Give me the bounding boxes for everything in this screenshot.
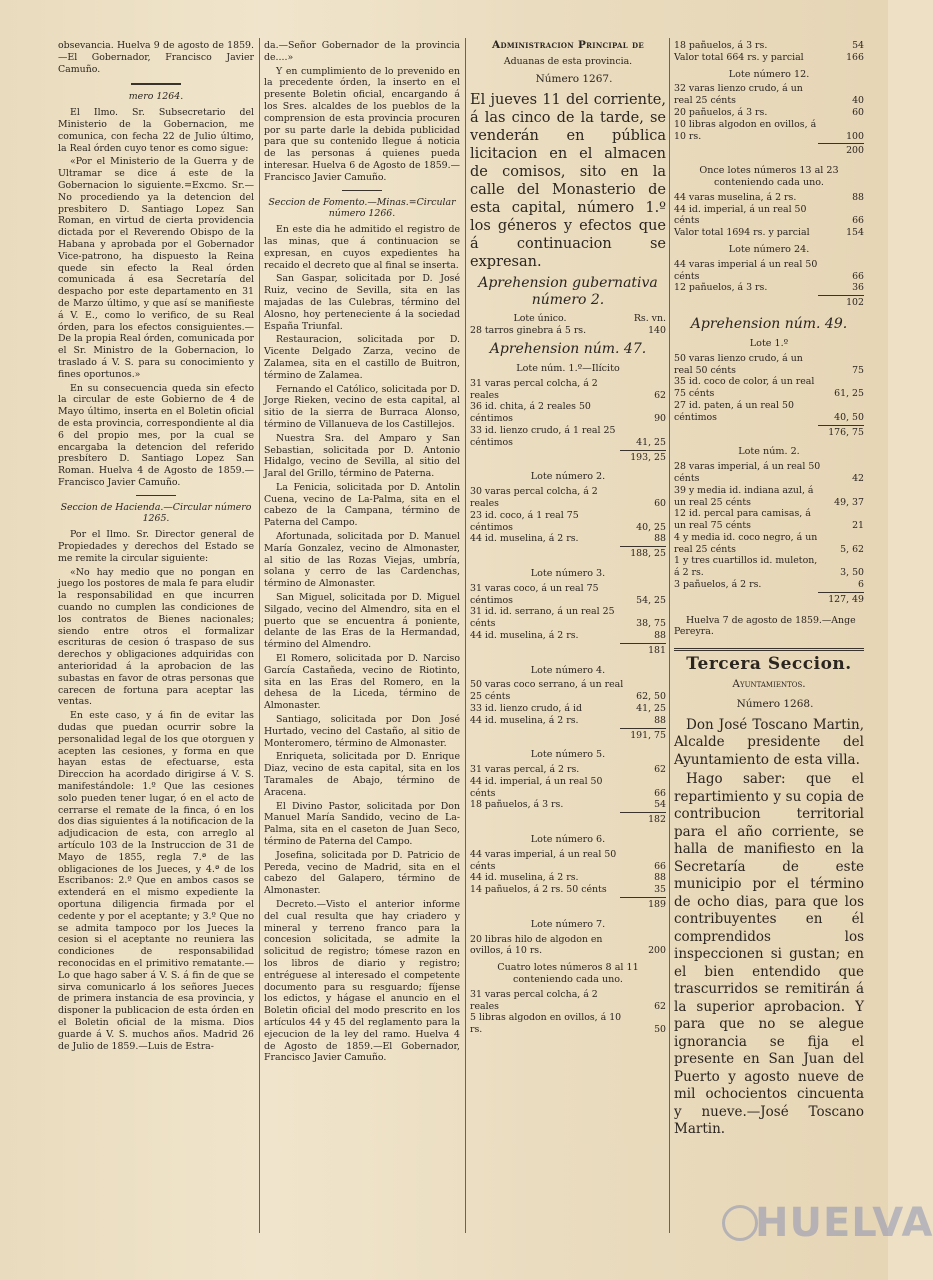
item-desc: 44 id. imperial, á un real 50 cénts	[674, 203, 807, 227]
lot-item	[470, 401, 666, 425]
item-desc: 31 varas percal colcha, á 2 reales	[470, 988, 598, 1012]
lot-item	[674, 376, 864, 400]
lot-item	[674, 353, 864, 377]
item-value: 154	[846, 227, 864, 239]
paragraph: Afortunada, solicitada por D. Manuel María Gonzalez, vecino de Almonaster, al sitio de las Rozas Viejas, umbría, solana y cerro de las Cardenchas, término de Almonaster.	[264, 531, 460, 590]
item-value: 61, 25	[834, 388, 864, 400]
item-desc: 44 id. muselina, á 2 rs.	[470, 714, 579, 726]
lot-title: Lote número 24.	[728, 243, 810, 255]
lot-total	[470, 811, 666, 829]
lot-item	[674, 461, 864, 485]
lot-item	[674, 119, 864, 143]
lot-item	[470, 606, 666, 630]
paragraph: da.—Señor Gobernador de la provincia de....»	[264, 40, 460, 63]
paragraph: «Por el Ministerio de la Guerra y de Ultramar se dice á este de la Gobernacion lo siguiente.=Excmo. Sr.—No procediendo ya la detencion del presbitero D. Santiago Lopez San Roman, en virtud de cierta providencia dictada por el Reverendo Obispo de la Habana y aprobada por el Gobernador Vice-patrono, ha dispuesto la Reina quede sin efecto la Real órden comunicada á esa Secretaría del despacho por este departamento en 31 de Marzo último, y que así se manifieste á V. E., como lo verifico, de su Real órden, para los efectos consiguientes.—De la propia Real órden, comunicada por el Sr. Ministro de la Gobernacion, lo traslado á V. S. para su conocimiento y fines oportunos.»	[58, 156, 254, 380]
paragraph: Josefina, solicitada por D. Patricio de Pereda, vecino de Madrid, sita en el cabezo del Galapero, término de Almonaster.	[264, 849, 460, 897]
archive-watermark: HUELVA	[755, 1200, 933, 1246]
value-total	[674, 227, 864, 239]
item-desc: 18 pañuelos, á 3 rs.	[674, 40, 768, 51]
item-value: 42	[852, 472, 864, 484]
lot-title: Lote número 4.	[530, 664, 606, 676]
item-desc: 31 varas percal, á 2 rs.	[470, 764, 580, 776]
item-value: 6	[858, 579, 864, 591]
item-desc: 23 id. coco, á 1 real 75 céntimos	[470, 509, 579, 533]
currency-label: Rs. vn.	[633, 313, 666, 325]
item-desc: 31 varas percal colcha, á 2 reales	[470, 377, 598, 401]
total-value: 193, 25	[620, 450, 666, 464]
lot-item	[674, 192, 864, 204]
lot-item	[470, 934, 666, 958]
lot-item	[470, 583, 666, 607]
paragraph: Santiago, solicitada por Don José Hurtado, vecino del Castaño, al sitio de Monteromero, término de Almonaster.	[264, 714, 460, 749]
lot-title: Cuatro lotes números 8 al 11 conteniendo cada uno.	[497, 962, 639, 986]
lot-item	[674, 532, 864, 556]
seizure-title: Aprehension núm. 47.	[489, 340, 647, 357]
lot-header	[470, 313, 666, 325]
paragraph: Nuestra Sra. del Amparo y San Sebastian, solicitada por D. Antonio Hidalgo, vecino de Sevilla, al sitio del Jaral del Grillo, término de Paterna.	[264, 432, 460, 480]
total-value: 200	[818, 143, 864, 157]
item-desc: 39 y media id. indiana azul, á un real 25 cénts	[674, 484, 814, 508]
item-value: 62, 50	[636, 691, 666, 703]
item-value: 41, 25	[636, 436, 666, 448]
item-value: 35	[654, 884, 666, 896]
notice-number: Número 1267.	[535, 72, 613, 85]
item-desc: 31 id. id. serrano, á un real 25 cénts	[470, 606, 615, 630]
item-value: 88	[654, 872, 666, 884]
item-value: 88	[654, 629, 666, 641]
archive-seal-icon	[722, 1205, 758, 1241]
item-desc: 5 libras algodon en ovillos, á 10 rs.	[470, 1012, 622, 1036]
lot-item	[470, 325, 666, 337]
divider	[131, 83, 181, 85]
lot-total	[470, 896, 666, 914]
item-value: 66	[654, 787, 666, 799]
lot-item	[470, 884, 666, 896]
paragraph: Decreto.—Visto el anterior informe del cual resulta que hay criadero y mineral y terreno franco para la concesion solicitada, se admite la solicitud de registro; tómese razon en los libros de diario y registro; entréguese al interesado el competente documento para su resguardo; fíjense los edictos, y hágase el anuncio en el Boletin oficial del modo prescrito en los artículos 44 y 45 del reglamento para la ejecucion de la ley del ramo. Huelva 4 de Agosto de 1859.—El Gobernador, Francisco Javier Camuño.	[264, 898, 460, 1064]
item-desc: 44 varas imperial á un real 50 cénts	[674, 258, 818, 282]
paragraph: En este dia he admitido el registro de las minas, que á continuacion se expresan, en cuyos expedientes ha recaido el decreto que al final se inserta.	[264, 224, 460, 271]
lot-item	[470, 872, 666, 884]
paragraph: Fernando el Católico, solicitada por D. Jorge Rieken, vecino de esta capital, al sitio de la sierra de Burraca Alonso, término de Villanueva de los Castillejos.	[264, 383, 460, 430]
lot-total	[470, 727, 666, 745]
lot-title: Lote número 12.	[728, 68, 810, 80]
lot-total	[674, 591, 864, 609]
column-2	[264, 40, 460, 1230]
lot-item	[674, 485, 864, 509]
lot-title: Lote 1.º	[749, 337, 789, 349]
lot-title: Lote núm. 1.º—Ilícito	[516, 362, 620, 374]
paragraph: El Romero, solicitada por D. Narciso García Castañeda, vecino de Riotinto, sita en las Eras del Romero, en la dehesa de la Liceda, término de Almonaster.	[264, 653, 460, 712]
total-value: 127, 49	[818, 592, 864, 606]
item-desc: 18 pañuelos, á 3 rs.	[470, 799, 564, 811]
item-desc: 28 tarros ginebra á 5 rs.	[470, 325, 587, 337]
lot-item	[470, 989, 666, 1013]
paragraph: San Gaspar, solicitada por D. José Ruiz, vecino de Sevilla, sita en las majadas de las Culebras, término del Alosno, hoy perteneciente á la sociedad España Triunfal.	[264, 273, 460, 332]
item-value: 5, 62	[840, 543, 864, 555]
signature-line: Huelva 7 de agosto de 1859.—Ange Pereyra.	[674, 614, 856, 638]
lot-item	[674, 555, 864, 579]
lot-item	[470, 849, 666, 873]
lot-item	[674, 40, 864, 52]
item-desc: 44 id. muselina, á 2 rs.	[470, 872, 579, 884]
column-rule	[259, 38, 260, 1233]
item-desc: 36 id. chita, á 2 reales 50 céntimos	[470, 401, 591, 425]
lot-item	[470, 776, 666, 800]
lot-total	[674, 424, 864, 442]
lot-item	[470, 533, 666, 545]
paragraph: San Miguel, solicitada por D. Miguel Silgado, vecino del Almendro, sita en el puerto que se encuentra á poniente, delante de las Eras de la Hermandad, término del Almendro.	[264, 592, 460, 651]
lot-title: Lote número 6.	[530, 834, 606, 846]
item-desc: 33 id. lienzo crudo, á id	[470, 702, 582, 714]
item-desc: 4 y media id. coco negro, á un real 25 cénts	[674, 531, 818, 555]
lot-item	[674, 400, 864, 424]
item-desc: 27 id. paten, á un real 50 céntimos	[674, 399, 794, 423]
item-value: 62	[654, 1000, 666, 1012]
seizure-title: Aprehension núm. 49.	[690, 315, 848, 332]
item-desc: 1 y tres cuartillos id. muleton, á 2 rs.	[674, 555, 818, 579]
column-4	[674, 40, 864, 1230]
item-desc: 44 varas imperial, á un real 50 cénts	[470, 848, 617, 872]
item-value: 140	[648, 325, 666, 337]
item-desc: 44 varas muselina, á 2 rs.	[674, 191, 797, 203]
item-desc: Valor total 1694 rs. y parcial	[674, 227, 810, 239]
paragraph: Enriqueta, solicitada por D. Enrique Diaz, vecino de esta capital, sita en los Taramales de Abajo, término de Aracena.	[264, 751, 460, 798]
column-rule	[669, 38, 670, 1233]
paragraph: Y en cumplimiento de lo prevenido en la precedente órden, la inserto en el presente Boletin oficial, encargando á los Sres. alcaldes de los pueblos de la comprension de esta provincia procuren por su parte darle la debida publicidad para que su contenido llegue á noticia de las personas á quienes pueda interesar. Huelva 6 de Agosto de 1859.—Francisco Javier Camuño.	[264, 65, 460, 183]
paragraph: El Divino Pastor, solicitada por Don Manuel María Sandido, vecino de La-Palma, sita en el caseton de Juan Seco, término de Paterna del Campo.	[264, 800, 460, 847]
item-value: 166	[846, 51, 864, 63]
lot-item	[470, 715, 666, 727]
lot-item	[674, 204, 864, 228]
paragraph: En su consecuencia queda sin efecto la circular de este Gobierno de 4 de Mayo último, inserta en el Boletin oficial de esta provincia, correspondiente al dia 6 del propio mes, por la cual se encargaba la detencion del referido presbítero D. Santiago Lopez San Roman. Huelva 4 de Agosto de 1859.—Francisco Javier Camuño.	[58, 382, 254, 488]
divider	[342, 190, 382, 191]
lot-item	[470, 425, 666, 449]
lot-title: Lote número 3.	[530, 567, 606, 579]
paragraph: El Ilmo. Sr. Subsecretario del Ministerio de la Gobernacion, me comunica, con fecha 22 de Julio último, la Real órden cuyo tenor es como sigue:	[58, 107, 254, 154]
office-subheader: Aduanas de esta provincia.	[503, 55, 633, 67]
item-desc: 3 pañuelos, á 2 rs.	[674, 579, 762, 591]
notice-number: Número 1268.	[736, 697, 814, 710]
total-value: 191, 75	[620, 728, 666, 742]
lot-total	[470, 545, 666, 563]
office-header: Administracion Principal de	[492, 39, 644, 51]
item-desc: 30 varas percal colcha, á 2 reales	[470, 486, 598, 509]
total-value: 181	[620, 643, 666, 657]
item-value: 88	[852, 191, 864, 203]
section-number: mero 1264.	[128, 91, 184, 103]
item-desc: 44 id. muselina, á 2 rs.	[470, 629, 579, 641]
item-value: 3, 50	[840, 567, 864, 579]
lot-item	[470, 510, 666, 534]
item-value: 36	[852, 282, 864, 294]
item-desc: 20 libras hilo de algodon en ovillos, á 10 rs.	[470, 933, 603, 957]
total-value: 182	[620, 812, 666, 826]
lot-total	[470, 642, 666, 660]
lot-item	[674, 282, 864, 294]
item-value: 66	[852, 270, 864, 282]
item-value: 200	[648, 945, 666, 957]
item-desc: 12 pañuelos, á 3 rs.	[674, 282, 768, 294]
item-desc: 33 id. lienzo crudo, á 1 real 25 céntimos	[470, 424, 616, 448]
value-total	[674, 52, 864, 64]
lot-item	[470, 703, 666, 715]
lot-item	[470, 799, 666, 811]
double-divider	[674, 648, 864, 651]
item-desc: 10 libras algodon en ovillos, á 10 rs.	[674, 118, 817, 142]
paragraph: Don José Toscano Martin, Alcalde presidente del Ayuntamiento de esta villa.	[674, 716, 864, 768]
paragraph: «No hay medio que no pongan en juego los postores de mala fe para eludir la responsabilidad en que incurren cuando no cumplen las condiciones de los contratos de Bienes nacionales; siendo entre otros el formalizar escrituras de cesion ó traspaso de sus derechos y obligaciones adquiridas con anterioridad á la aprobacion de las subastas en favor de otras personas que carecen de fortuna para aceptar las ventas.	[58, 566, 254, 708]
lot-total	[674, 142, 864, 160]
lot-item	[470, 679, 666, 703]
lot-item	[470, 630, 666, 642]
column-rule	[465, 38, 466, 1233]
item-value: 60	[852, 106, 864, 118]
item-value: 88	[654, 533, 666, 545]
lot-item	[674, 107, 864, 119]
item-desc: 31 varas coco, á un real 75 céntimos	[470, 582, 599, 606]
lot-title: Lote número 2.	[530, 471, 606, 483]
item-desc: 44 id. muselina, á 2 rs.	[470, 533, 579, 545]
item-value: 88	[654, 714, 666, 726]
lot-title: Lote número 5.	[530, 749, 606, 761]
item-value: 21	[852, 520, 864, 532]
item-desc: 44 id. imperial, á un real 50 cénts	[470, 775, 603, 799]
item-desc: 35 id. coco de color, á un real 75 cénts	[674, 376, 815, 400]
item-value: 54	[852, 40, 864, 51]
lot-item	[470, 486, 666, 510]
auction-notice: El jueves 11 del corriente, á las cinco de la tarde, se venderán en pública licitacion en el almacen de comisos, sito en la calle del Monasterio de esta capital, número 1.º los géneros y efectos que á continuacion se expresan.	[470, 92, 666, 271]
lot-item	[470, 1012, 666, 1036]
item-desc: 32 varas lienzo crudo, á un real 25 cénts	[674, 83, 803, 107]
lot-item	[674, 83, 864, 107]
item-value: 60	[654, 497, 666, 509]
lot-total	[674, 294, 864, 312]
item-desc: 50 varas lienzo crudo, á un real 50 cénts	[674, 352, 803, 376]
column-3	[470, 40, 666, 1230]
item-desc: 28 varas imperial, á un real 50 cénts	[674, 461, 821, 484]
item-value: 41, 25	[636, 702, 666, 714]
lot-item	[674, 259, 864, 283]
lot-item	[470, 764, 666, 776]
paragraph: En este caso, y á fin de evitar las dudas que puedan ocurrir sobre la personalidad legal de los que otorguen y acepten las cesiones, y forma en que hayan estas de efectuarse, esta Direccion ha acordado dirigirse á V. S. manifestándole: 1.º Que las cesiones solo pueden tener lugar, ó en el acto de cerrarse el remate de la finca, ó en los dos dias siguientes á la notificacion de la adjudicacion de esta, con arreglo al artículo 103 de la Instruccion de 31 de Mayo de 1855, regla 7.ª de las obligaciones de los Jueces, y 4.ª de los Escribanos: 2.º Que en ambos casos se extenderá en el mismo expediente la oportuna diligencia firmada por el cedente y por el aceptante; y 3.º Que no se admita tampoco por los Jueces la cesion si el aceptante no reuniera las condiciones de responsabilidad reconocidas en el primitivo rematante.—Lo que hago saber á V. S. á fin de que se sirva comunicarlo á los señores Jueces de primera instancia de esa provincia, y disponer la publicacion de esta órden en el Boletin oficial de la misma. Dios guarde á V. S. muchos años. Madrid 26 de Julio de 1859.—Luis de Estra-	[58, 710, 254, 1052]
subsection-heading: Ayuntamientos.	[732, 678, 806, 691]
paragraph: Hago saber: que el repartimiento y su copia de contribucion territorial para el año corriente, se halla de manifiesto en la Secretaría de este municipio por el término de ocho dias, para que los contribuyentes en él comprendidos los inspeccionen si gustan; en el bien entendido que trascurridos se remitirán á la superior aprobacion. Y para que no se alegue ignorancia se fija el presente en San Juan del Puerto y agosto nueve de mil ochocientos cincuenta y nueve.—José Toscano Martin.	[674, 771, 864, 1138]
paragraph: Restauracion, solicitada por D. Vicente Delgado Zarza, vecino de Zalamea, sita en el castillo de Buitron, término de Zalamea.	[264, 334, 460, 381]
item-desc: Valor total 664 rs. y parcial	[674, 51, 804, 63]
lot-item	[470, 378, 666, 402]
lot-total	[470, 449, 666, 467]
item-desc: 50 varas coco serrano, á un real 25 cénts	[470, 679, 624, 703]
item-value: 54	[654, 799, 666, 811]
item-desc: 20 pañuelos, á 3 rs.	[674, 106, 768, 118]
total-value: 189	[620, 897, 666, 911]
item-value: 66	[654, 860, 666, 872]
item-value: 100	[846, 130, 864, 142]
item-value: 50	[654, 1024, 666, 1036]
total-value: 102	[818, 295, 864, 309]
lot-item	[674, 508, 864, 532]
section-heading: Tercera Seccion.	[686, 654, 852, 675]
item-value: 40	[852, 95, 864, 107]
item-value: 90	[654, 413, 666, 425]
seizure-title: Aprehension gubernativa número 2.	[478, 275, 658, 309]
divider	[136, 495, 176, 496]
item-desc: 14 pañuelos, á 2 rs. 50 cénts	[470, 884, 607, 896]
paragraph: obsevancia. Huelva 9 de agosto de 1859.—El Gobernador, Francisco Javier Camuño.	[58, 40, 254, 75]
lot-label: Lote único.	[513, 313, 567, 325]
section-title: Seccion de Hacienda.—Circular número 1265.	[60, 501, 252, 525]
lot-title: Once lotes números 13 al 23 conteniendo cada uno.	[699, 165, 839, 188]
item-value: 62	[654, 764, 666, 776]
section-title: Seccion de Fomento.—Minas.=Circular número 1266.	[268, 196, 456, 220]
item-value: 49, 37	[834, 496, 864, 508]
item-value: 40, 25	[636, 521, 666, 533]
lot-title: Lote número 7.	[530, 918, 606, 930]
total-value: 176, 75	[818, 425, 864, 439]
item-desc: 12 id. percal para camisas, á un real 75 cénts	[674, 508, 811, 532]
paragraph: Por el Ilmo. Sr. Director general de Propiedades y derechos del Estado se me remite la circular siguiente:	[58, 529, 254, 564]
item-value: 66	[852, 215, 864, 227]
item-value: 40, 50	[834, 411, 864, 423]
item-value: 54, 25	[636, 594, 666, 606]
item-value: 75	[852, 364, 864, 376]
item-value: 38, 75	[636, 618, 666, 630]
paragraph: La Fenicia, solicitada por D. Antolin Cuena, vecino de La-Palma, sita en el cabezo de la Campana, término de Paterna del Campo.	[264, 481, 460, 529]
total-value: 188, 25	[620, 546, 666, 560]
item-value: 62	[654, 389, 666, 401]
lot-item	[674, 579, 864, 591]
lot-title: Lote núm. 2.	[738, 446, 800, 458]
column-1	[58, 40, 254, 1230]
